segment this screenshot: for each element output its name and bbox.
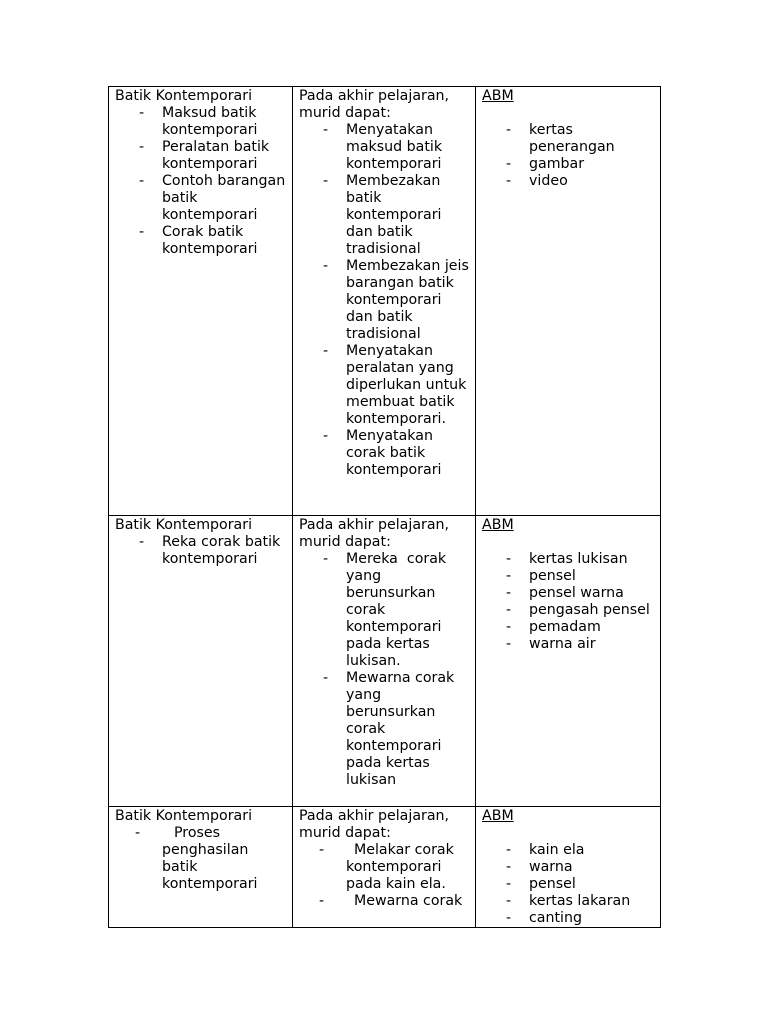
table-row: [109, 516, 661, 807]
list-item: - kertas penerangan: [506, 122, 615, 155]
list-item: - Reka corak batik kontemporari: [139, 534, 281, 567]
topic-cell: [109, 87, 293, 516]
topic-list: [115, 534, 286, 568]
objective-intro: Pada akhir pelajaran, murid dapat:: [299, 808, 450, 841]
abm-cell: [476, 807, 661, 928]
abm-list: [482, 842, 654, 927]
list-item: - warna air: [506, 636, 596, 652]
list-item: - Menyatakan maksud batik kontemporari: [323, 122, 443, 172]
list-item: - Mewarna corak: [319, 893, 463, 909]
lesson-plan-table: [108, 86, 661, 928]
list-item: - kertas lukisan: [506, 551, 628, 567]
list-item: - pensel: [506, 876, 576, 892]
topic-title: Batik Kontemporari: [115, 808, 253, 824]
list-item: - Mereka corak yang berunsurkan corak kontemporari pada kertas lukisan.: [323, 551, 451, 669]
list-item: - gambar: [506, 156, 585, 172]
list-item: - Membezakan batik kontemporari dan batik tradisional: [323, 173, 442, 257]
abm-list: [482, 551, 654, 653]
objective-list: [299, 122, 469, 479]
list-item: - kain ela: [506, 842, 585, 858]
topic-cell: [109, 516, 293, 807]
table-row: [109, 807, 661, 928]
list-item: - Peralatan batik kontemporari: [139, 139, 270, 172]
objective-list: [299, 842, 469, 910]
abm-label[interactable]: ABM: [482, 88, 514, 104]
list-item: - Mewarna corak yang berunsurkan corak kontemporari pada kertas lukisan: [323, 670, 455, 788]
list-item: - Menyatakan peralatan yang diperlukan untuk membuat batik kontemporari.: [323, 343, 467, 427]
topic-list: [115, 105, 286, 258]
list-item: - Maksud batik kontemporari: [139, 105, 258, 138]
list-item: - Corak batik kontemporari: [139, 224, 258, 257]
abm-label[interactable]: ABM: [482, 517, 514, 533]
abm-label[interactable]: ABM: [482, 808, 514, 824]
abm-list: [482, 122, 654, 190]
list-item: - Contoh barangan batik kontemporari: [139, 173, 286, 223]
table-row: [109, 87, 661, 516]
objective-intro: Pada akhir pelajaran, murid dapat:: [299, 88, 450, 121]
list-item: - video: [506, 173, 568, 189]
list-item: - pensel warna: [506, 585, 624, 601]
list-item: - Menyatakan corak batik kontemporari: [323, 428, 442, 478]
abm-cell: [476, 516, 661, 807]
list-item: - pengasah pensel: [506, 602, 650, 618]
list-item: - Membezakan jeis barangan batik kontemporari dan batik tradisional: [323, 258, 469, 342]
objective-list: [299, 551, 469, 789]
list-item: - kertas lakaran: [506, 893, 631, 909]
topic-title: Batik Kontemporari: [115, 88, 253, 104]
list-item: - canting: [506, 910, 582, 926]
objective-cell: [293, 807, 476, 928]
list-item: - pemadam: [506, 619, 601, 635]
topic-list: [115, 825, 286, 893]
objective-intro: Pada akhir pelajaran, murid dapat:: [299, 517, 450, 550]
list-item: - pensel: [506, 568, 576, 584]
topic-title: Batik Kontemporari: [115, 517, 253, 533]
list-item: - Melakar corak kontemporari pada kain ela.: [319, 842, 454, 892]
objective-cell: [293, 87, 476, 516]
topic-cell: [109, 807, 293, 928]
list-item: - Proses penghasilan batik kontemporari: [135, 825, 258, 892]
list-item: - warna: [506, 859, 573, 875]
abm-cell: [476, 87, 661, 516]
objective-cell: [293, 516, 476, 807]
